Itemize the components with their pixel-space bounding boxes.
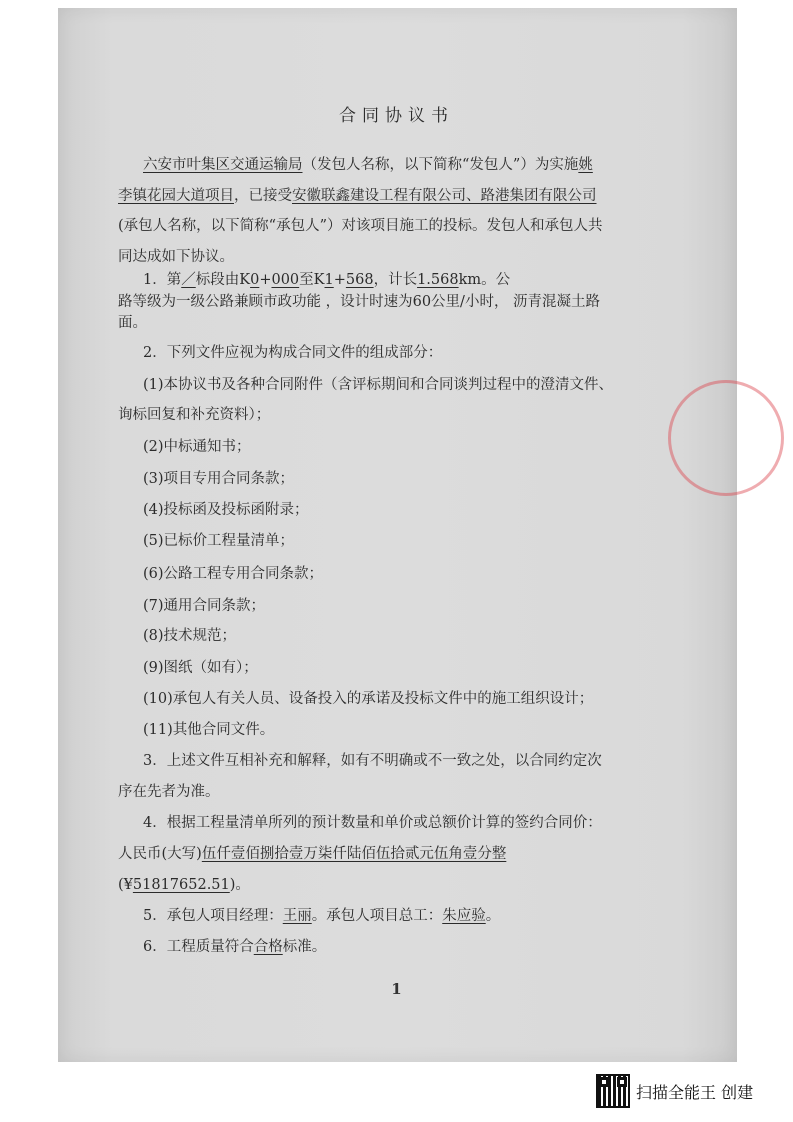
contract-price-words: 伍仟壹佰捌拾壹万柒仟陆佰伍拾贰元伍角壹分整 [201,846,507,862]
red-seal-stamp [668,380,784,496]
intro-line-4: 同达成如下协议。 [118,249,234,265]
project-name: 李镇花园大道项目 [118,188,234,204]
employer-name: 六安市叶集区交通运输局 [143,157,303,173]
clause-3-line-2: 序在先者为准。 [118,784,220,800]
page-number: 1 [391,980,402,998]
document-title: 合同协议书 [339,106,454,126]
watermark-text: 扫描全能王 创建 [636,1082,754,1102]
item-7: (7)通用合同条款； [143,598,266,614]
item-3: (3)项目专用合同条款； [143,471,295,487]
clause-1-line-3: 面。 [118,315,147,331]
clause-4-line-2: 人民币(大写)伍仟壹佰捌拾壹万柒仟陆佰伍拾贰元伍角壹分整 [118,846,507,862]
clause-1-line-2: 路等级为一级公路兼顾市政功能 ，设计时速为60公里/小时， 沥青混凝土路 [118,294,601,310]
contractor-name: 安徽联鑫建设工程有限公司、路港集团有限公司 [292,188,597,204]
quality-standard: 合格 [253,939,283,955]
item-9: (9)图纸（如有）； [143,660,258,676]
item-5: (5)已标价工程量清单； [143,533,295,549]
route-length: 1.568 [417,272,459,288]
project-manager: 王丽 [282,908,312,924]
clause-4-line-1: 4．根据工程量清单所列的预计数量和单价或总额价计算的签约合同价： [143,815,602,831]
clause-2: 2．下列文件应视为构成合同文件的组成部分： [143,345,443,361]
item-4: (4)投标函及投标函附录； [143,502,309,518]
intro-line-3: (承包人名称，以下简称“承包人”）对该项目施工的投标。发包人和承包人共 [118,218,603,234]
item-6: (6)公路工程专用合同条款； [143,566,324,582]
clause-3-line-1: 3．上述文件互相补充和解释，如有不明确或不一致之处，以合同约定次 [143,753,602,769]
item-1-line-2: 询标回复和补充资料）； [118,407,271,423]
contract-price-figure: 51817652.51 [132,877,230,893]
item-1-line-1: (1)本协议书及各种合同附件（含评标期间和合同谈判过程中的澄清文件、 [143,377,614,393]
clause-5: 5．承包人项目经理：王丽。承包人项目总工：朱应验。 [143,908,501,924]
section-number: ／ [181,272,196,288]
item-10: (10)承包人有关人员、设备投入的承诺及投标文件中的施工组织设计； [143,691,594,707]
intro-line-2: 李镇花园大道项目，已接受安徽联鑫建设工程有限公司、路港集团有限公司 [118,188,597,204]
clause-1-line-1: 1．第／标段由K0+000至K1+568，计长1.568km。公 [143,272,511,288]
scanner-watermark [596,1073,753,1109]
clause-4-line-3: (¥51817652.51)。 [118,877,250,893]
intro-line-1: 六安市叶集区交通运输局（发包人名称，以下简称“发包人”）为实施姚 [143,157,593,173]
item-8: (8)技术规范； [143,628,237,644]
qr-code-icon [596,1074,630,1108]
item-2: (2)中标通知书； [143,439,251,455]
item-11: (11)其他合同文件。 [143,722,275,738]
clause-6: 6．工程质量符合合格标准。 [143,939,327,955]
chief-engineer: 朱应验 [442,908,486,924]
